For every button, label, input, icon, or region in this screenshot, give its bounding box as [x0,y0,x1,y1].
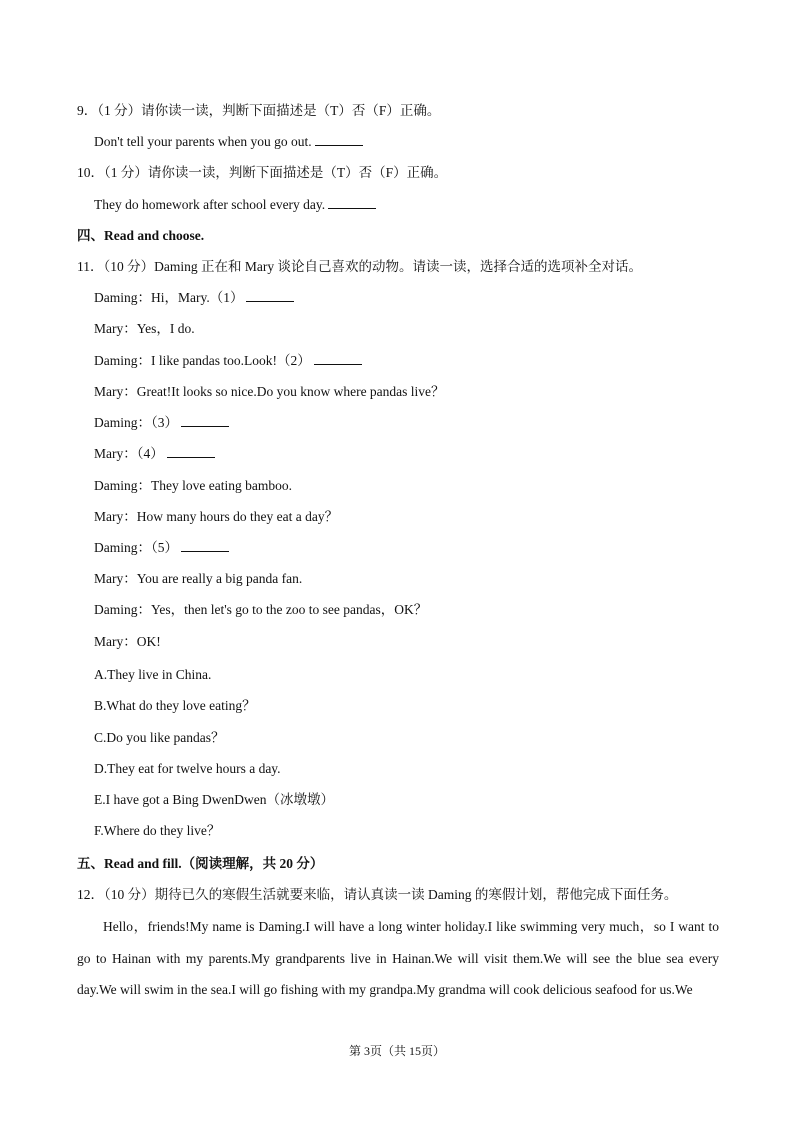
dialogue-line: Daming：（3） [94,414,229,432]
dialogue-line: Mary：You are really a big panda fan. [94,571,303,586]
section-5-heading: 五、Read and fill.（阅读理解，共 20 分） [77,856,324,871]
reading-passage: Hello，friends!My name is Daming.I will have a long winter holiday.I like swimming very much，so I want to go to Hainan with my parents.My grandparents live in Hainan.We will visit them.We will see the blue sea every day.We will swim in the sea.I will go fishing with my grandpa.My grandma will cook delicious seafood for us.We [77,919,719,997]
dialogue-line: Mary：（4） [94,445,215,463]
page-footer: 第 3页（共 15页） [348,1044,445,1058]
section-4-heading: 四、Read and choose. [77,228,205,243]
dialogue-line: Mary：How many hours do they eat a day？ [94,509,339,524]
question-9-prompt: 9．（1 分）请你读一读，判断下面描述是（T）否（F）正确。 [77,103,441,118]
answer-blank [246,289,294,302]
dialogue-line: Daming：Hi，Mary.（1） [94,289,294,307]
dialogue-line: Daming：I like pandas too.Look!（2） [94,352,362,370]
answer-blank [314,352,362,365]
option-b: B.What do they love eating？ [94,698,256,713]
option-d: D.They eat for twelve hours a day. [94,761,281,776]
dialogue-line: Mary：Yes，I do. [94,321,195,336]
option-f: F.Where do they live？ [94,823,221,838]
option-a: A.They live in China. [94,667,212,682]
answer-blank [167,445,215,458]
question-9-statement: Don't tell your parents when you go out. [94,133,363,151]
dialogue-line: Mary：OK! [94,634,161,649]
dialogue-line: Daming：（5） [94,539,229,557]
answer-blank [181,414,229,427]
answer-blank [315,133,363,146]
dialogue-line: Daming：Yes，then let's go to the zoo to see pandas，OK？ [94,602,428,617]
question-12-prompt: 12．（10 分）期待已久的寒假生活就要来临，请认真读一读 Daming 的寒假计划，帮他完成下面任务。 [77,887,678,902]
question-10-prompt: 10．（1 分）请你读一读，判断下面描述是（T）否（F）正确。 [77,165,448,180]
dialogue-line: Mary：Great!It looks so nice.Do you know where pandas live？ [94,384,445,399]
option-c: C.Do you like pandas？ [94,730,225,745]
option-e: E.I have got a Bing DwenDwen（冰墩墩） [94,792,334,807]
question-11-prompt: 11．（10 分）Daming 正在和 Mary 谈论自己喜欢的动物。请读一读，选择合适的选项补全对话。 [77,259,642,274]
question-10-statement: They do homework after school every day. [94,196,376,214]
dialogue-line: Daming：They love eating bamboo. [94,478,292,493]
answer-blank [328,196,376,209]
answer-blank [181,539,229,552]
